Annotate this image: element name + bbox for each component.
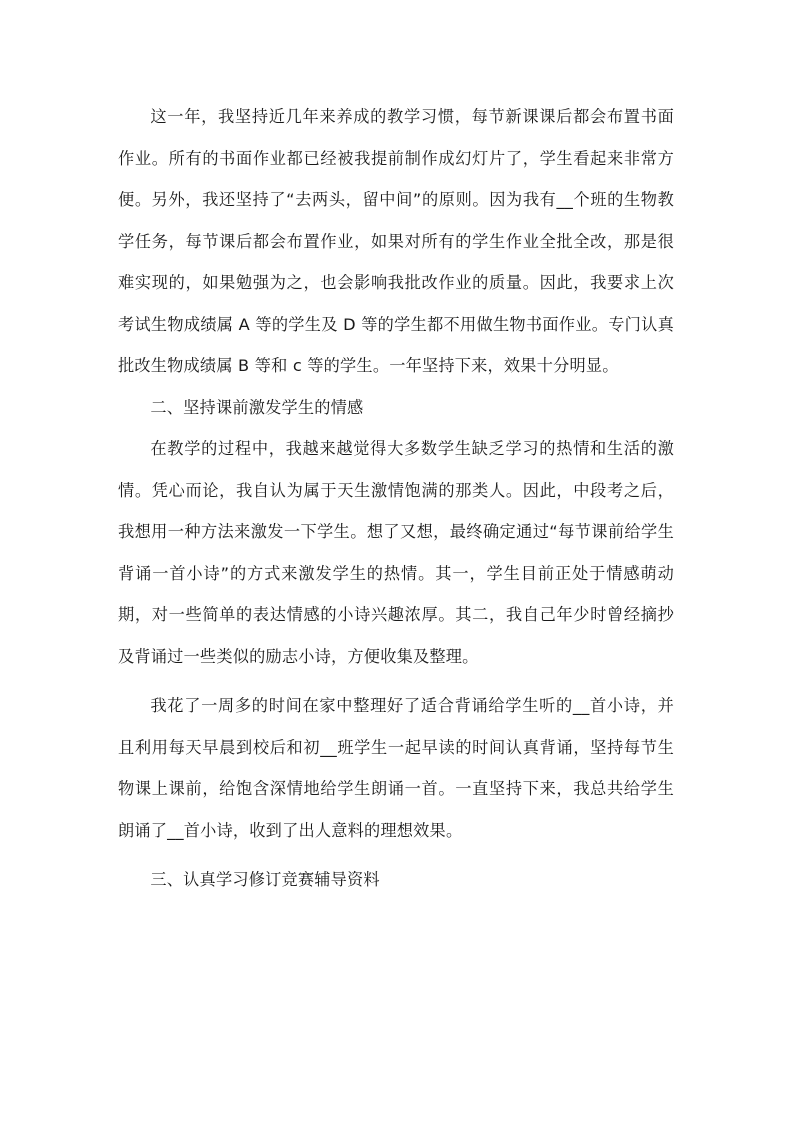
document-page (118, 96, 674, 901)
paragraph-spacer (118, 851, 674, 859)
paragraph-homework-habit: 这一年，我坚持近几年来养成的教学习惯，每节新课课后都会布置书面作业。所有的书面作业都已经被我提前制作成幻灯片了，学生看起来非常方便。另外，我还坚持了“去两头，留中间”的原则。因为我有__个班的生物教学任务，每节课后都会布置作业，如果对所有的学生作业全批全改，那是很难实现的，如果勉强为之，也会影响我批改作业的质量。因此，我要求上次考试生物成绩属 A 等的学生及 D 等的学生都不用做生物书面作业。专门认真批改生物成绩属 B 等和 c 等的学生。一年坚持下来，效果十分明显。 (118, 107, 674, 375)
paragraph-stimulate-emotion: 在教学的过程中，我越来越觉得大多数学生缺乏学习的热情和生活的激情。凭心而论，我自认为属于天生激情饱满的那类人。因此，中段考之后，我想用一种方法来激发一下学生。想了又想，最终确定通过“每节课前给学生背诵一首小诗”的方式来激发学生的热情。其一，学生目前正处于情感萌动期，对一些简单的表达情感的小诗兴趣浓厚。其二，我自己年少时曾经摘抄及背诵过一些类似的励志小诗，方便收集及整理。 (118, 439, 674, 666)
paragraph-spacer (118, 677, 674, 685)
section-heading-3: 三、认真学习修订竞赛辅导资料 (150, 870, 380, 889)
paragraph-poem-recitation: 我花了一周多的时间在家中整理好了适合背诵给学生听的__首小诗，并且利用每天早晨到校后和初__班学生一起早读的时间认真背诵，坚持每节生物课上课前，给饱含深情地给学生朗诵一首。一直坚持下来，我总共给学生朗诵了__首小诗，收到了出人意料的理想效果。 (118, 696, 674, 840)
section-heading-2: 二、坚持课前激发学生的情感 (150, 397, 364, 417)
